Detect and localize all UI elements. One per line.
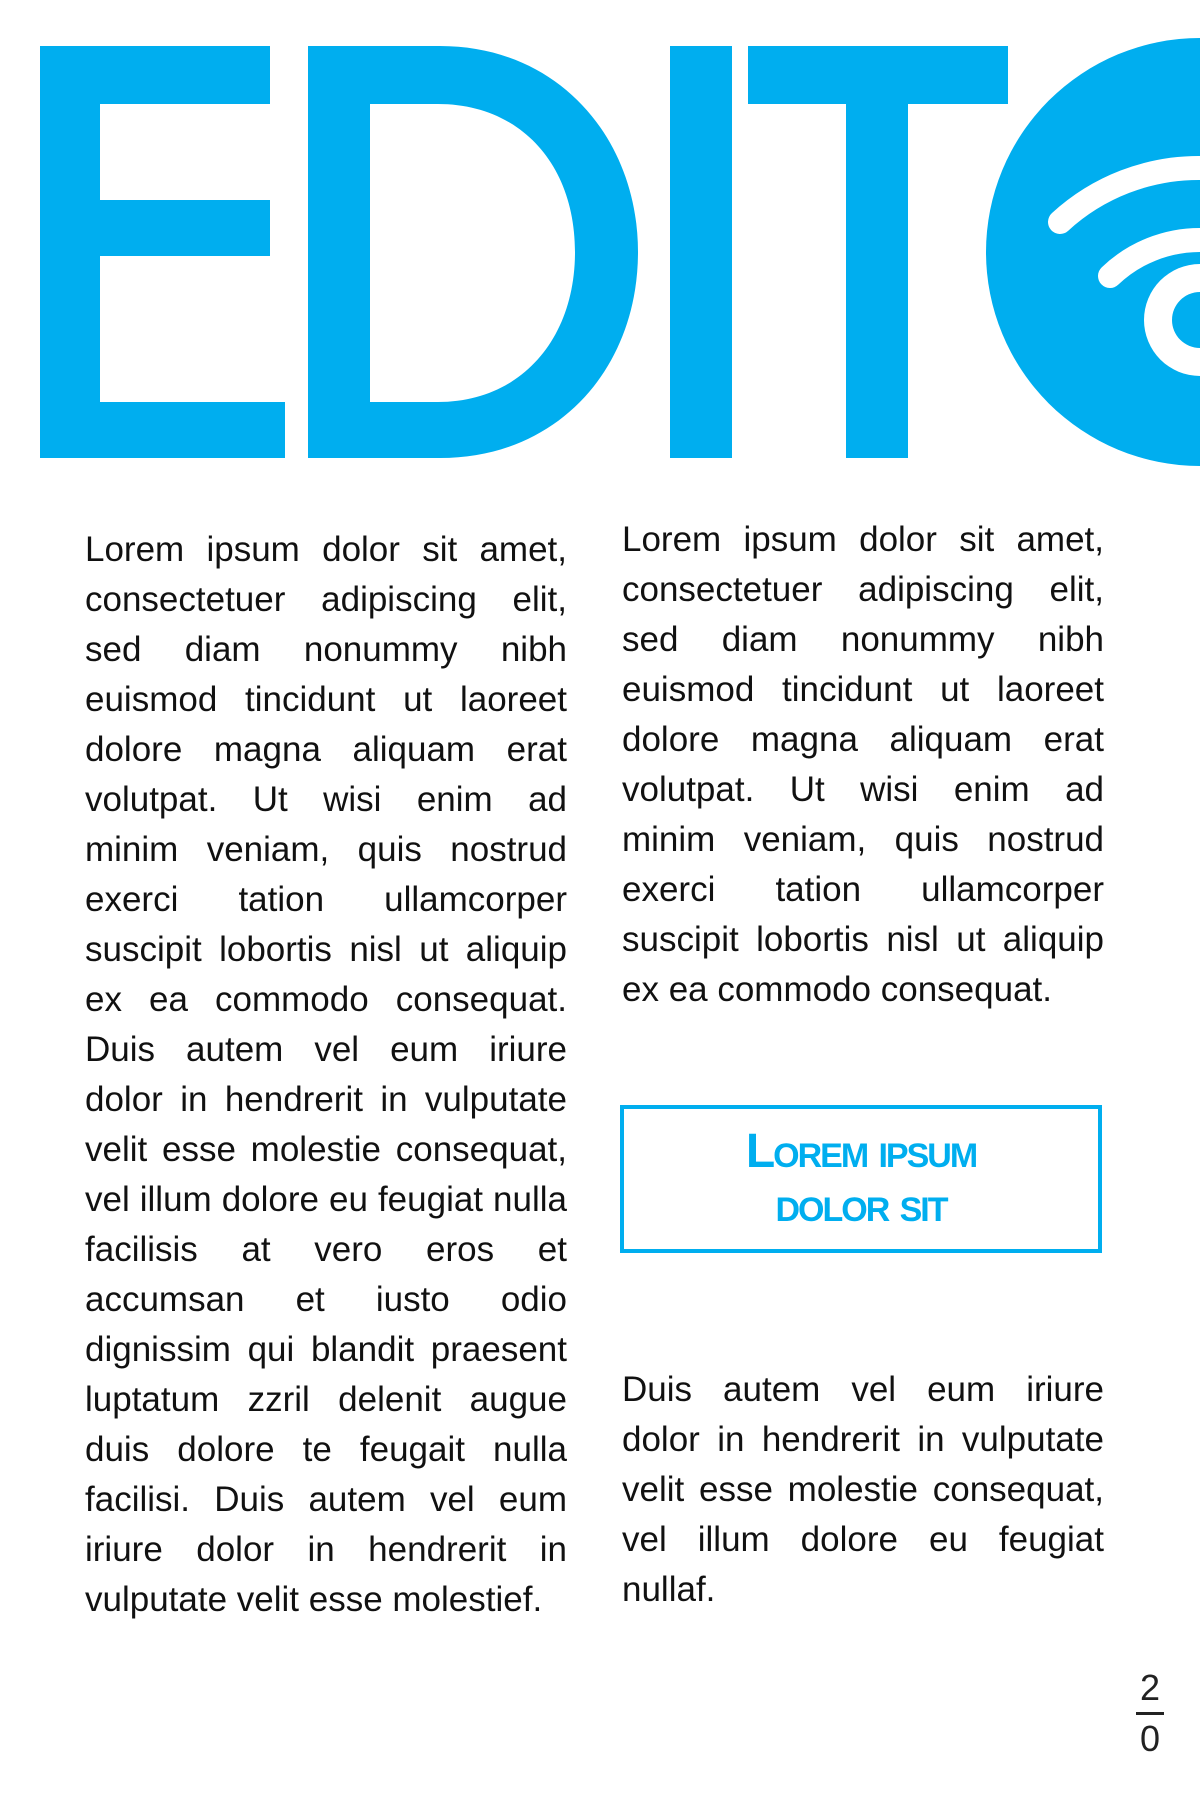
right-column-top (622, 515, 1104, 1015)
right-column-text: Lorem ipsum dolor sit amet, consectetuer adipiscing elit, sed diam nonummy nibh euismod tincidunt ut laoreet dolore magna aliquam erat volutpat. Ut wisi enim ad minim veniam, quis nostrud exerci tation ullamcorper suscipit lobortis nisl ut aliquip ex ea commodo consequat. (622, 520, 1104, 1009)
masthead (0, 0, 1200, 480)
page-number-top: 2 (1139, 1667, 1161, 1708)
left-column-text: Lorem ipsum dolor sit amet, consectetuer adipiscing elit, sed diam nonummy nibh euismod tincidunt ut laoreet dolore magna aliquam erat volutpat. Ut wisi enim ad minim veniam, quis nostrud exerci tation ullamcorper suscipit lobortis nisl ut aliquip ex ea commodo consequat. Duis autem vel eum iriure dolor in hendrerit in vulputate velit esse molestie consequat, vel illum dolore eu feugiat nulla facilisis at vero eros et accumsan et iusto odio dignissim qui blandit praesent luptatum zzril delenit augue duis dolore te feugait nulla facilisi. Duis autem vel eum iriure dolor in hendrerit in vulputate velit esse molestief. (85, 530, 567, 1619)
letter-e (40, 46, 285, 458)
letter-d (308, 46, 638, 458)
right-column-text-after: Duis autem vel eum iriure dolor in hendrerit in vulputate velit esse molestie consequat, vel illum dolore eu feugiat nullaf. (622, 1370, 1104, 1609)
pull-quote-box (620, 1105, 1102, 1253)
letter-i (670, 46, 732, 458)
page-number (1130, 1668, 1170, 1759)
pull-quote-line-1: Lorem ipsum (745, 1125, 977, 1178)
page-number-bottom: 0 (1139, 1718, 1161, 1759)
pull-quote-text (746, 1125, 976, 1233)
page-number-rule (1136, 1712, 1164, 1715)
pull-quote-line-2: dolor sit (775, 1179, 947, 1232)
masthead-title-graphic (0, 0, 1200, 480)
letter-t (748, 46, 1008, 458)
